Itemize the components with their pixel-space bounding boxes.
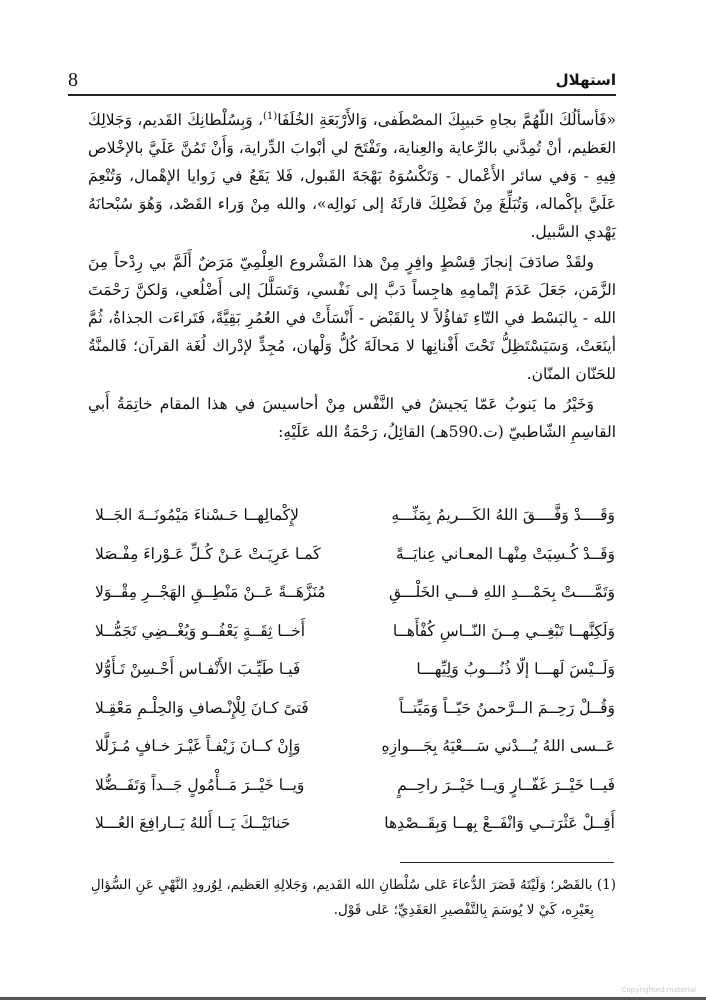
verse-second-hemistich: لإِكْمالِهــا حَـسْناءَ مَيْمُونَــةَ الجَــلا xyxy=(95,506,300,525)
verse-second-hemistich: كَمـا عَرِيَـتْ عَـنْ كُـلِّ عَـوْراءَ مِفْـصَلا xyxy=(95,544,321,563)
paragraph-text: ، وَبِسُلْطانِكَ القَديم، وَجَلالِكَ العَظيم، أنْ تُمِدَّني بالرِّعاية والعِناية، وتَفْتَحَ لي أبْوابَ الدِّراية، وَأَنْ تَمُنَّ عَلَيَّ بالإخْلاص فِيهِ - وَفي سائر الأَعْمال - وَتَكْسُوَهُ بَهْجَةَ القَبول، فَلا يَقَعُ في زَوايا الإهْمال، وَتُنْعِمَ عَلَيَّ بإكْماله، وَتُبَلِّغَ مِنْ فَضْلِكَ قارئَهُ إلى نَوالِه»، والله مِنْ وَراء القَصْد، وَهُوَ سُبْحانَهُ يَهْدي السَّبيل. xyxy=(88,111,616,242)
verse-first-hemistich: وَلَكِنَّهــا تَبْغِــي مِــنَ النّــاسِ كُفْأَهــا xyxy=(392,621,615,640)
verse-first-hemistich: وَتَمَّــــتْ بِحَمْـــدِ اللهِ فـــي الخَلْـــقِ xyxy=(388,583,615,602)
poem-verse xyxy=(95,612,615,651)
poem xyxy=(95,496,615,843)
page-number: 8 xyxy=(68,68,78,91)
copyright-watermark: Copyrighted material xyxy=(621,986,696,994)
poem-verse xyxy=(95,573,615,612)
page-header xyxy=(68,66,616,96)
footnote-separator xyxy=(400,862,614,863)
footnote-item xyxy=(88,873,616,898)
poem-verse xyxy=(95,804,615,843)
footnote-text: بالقَصْر؛ وَلَيْتَهُ قَصَرَ الدُّعاءَ عَلى سُلْطانِ الله القَديم، وَجَلالِهِ العَظيم، لِوُرودِ النَّهْيِ عَنِ السُّؤالِ xyxy=(90,877,593,893)
poem-verse xyxy=(95,689,615,728)
verse-second-hemistich: وَيــا خَيْــرَ مَــأْمُولٍ جَــداً وَتَفَــضُّلا xyxy=(95,775,305,794)
poem-verse xyxy=(95,650,615,689)
poem-verse xyxy=(95,727,615,766)
verse-first-hemistich: أَقِــلْ عَثْرَتــي وَانْفَــعْ بِهــا وَبِقَــصْدِها xyxy=(384,814,615,833)
verse-second-hemistich: وَإِنْ كــانَ زَيْفـاً غَيْـرَ خـافٍ مُـزَلَّلا xyxy=(95,737,301,756)
verse-first-hemistich: وَقُــلْ رَحِــمَ الــرَّحمنُ حَيّــاً وَمَيِّتــاً xyxy=(399,698,615,717)
paragraph-poem-intro: وَخَيْرُ ما يَنوبُ عَمّا يَجيشُ في النَّفْس مِنْ أحاسيسَ في هذا المقام خاتِمَةُ أَبي القاسِمِ الشّاطبيّ (ت.590هـ) القائِلُ، رَحْمَةُ الله عَلَيْهِ: xyxy=(88,395,616,442)
poem-verse xyxy=(95,766,615,805)
verse-second-hemistich: مُنَزَّهَــةً عَــنْ مَنْطِــقِ الهَجْــرِ مِقْــوَلا xyxy=(95,583,326,602)
footnotes xyxy=(88,873,616,923)
footnote-marker: (1) xyxy=(596,877,616,893)
verse-first-hemistich: عَــسى اللهُ يُـــدْني سَـــعْيَهُ بِجَـــوازِهِ xyxy=(381,737,615,756)
running-title: استهلال xyxy=(555,71,616,89)
footnote-continuation: بِغَيْرِه، كَيْ لا يُوسَمَ بِالتَّفْصيرِ العَقَدِيِّ؛ عَلى قَوْل. xyxy=(333,902,594,918)
paragraph-illness: ولقَدْ صادَفَ إنجازَ قِسْطٍ وافِرٍ مِنْ هذا المَشْروع العِلْمِيّ مَرَضٌ أَلَمَّ بي رِدْحاً مِنَ الزَّمَن، جَعَلَ عَدَمَ إتْمامِهِ هاجِساً دَبَّ إلى نَفْسي، وَتَسَلَّلَ إلى أَضْلُعي، وَلكنَّ رَحْمَتَ الله - بِالبَسْط في التّاءِ تَفاؤُلاً لا بِالقَبْض - أَنْسَأَتْ في العُمُرِ بَقِيَّةً، فَتَراءَت الجذاةُ، ثُمَّ أينَعَتْ، وَسَيَسْتَظِلُّ تَحْتَ أَفْنانِها لا مَحالَةَ كُلُّ وَلْهان، مُجِدٍّ لإدْراك لُغَة القرآن؛ فَالمنَّةُ للحَنّان المنّان. xyxy=(88,253,616,384)
poem-verse xyxy=(95,496,615,535)
verse-second-hemistich: أَخــا ثِقَــةٍ يَعْفُــو وَيُغْــضِي تَجَمُّــلا xyxy=(95,621,305,640)
footnote-reference[interactable]: (1) xyxy=(263,111,278,122)
verse-first-hemistich: وَلَــيْسَ لَهـــا إلّا ذُنُـــوبُ وَلِيِّهـــا xyxy=(416,660,615,679)
poem-verse xyxy=(95,535,615,574)
verse-second-hemistich: فَتىً كـانَ لِلْإِنْـصافِ وَالحِلْـمِ مَعْقِـلا xyxy=(95,698,309,717)
verse-first-hemistich: وَقَــدْ كُـسِيَتْ مِنْهـا المعـاني عِنايَــةً xyxy=(395,544,615,563)
paragraph-invocation xyxy=(88,103,616,246)
verse-first-hemistich: وَقَــــدْ وَفَّــــقَ اللهُ الكَـــريمُ بِمَنِّـــهِ xyxy=(391,506,615,525)
body-text xyxy=(88,103,616,448)
paragraph-text: «فَأسألُكَ اللّهُمَّ بجاهِ حَبيبِكَ المصْطَفى، وَالأَرْبَعَةِ الخُلَفَا xyxy=(277,111,616,130)
verse-second-hemistich: فَيـا طَيِّـبَ الأَنْفـاس أَحْـسِنْ تَـأَوُّلا xyxy=(95,660,301,679)
verse-second-hemistich: حَنانَيْــكَ يَــا أَللهُ يَــارافِعَ العُـــلا xyxy=(95,814,291,833)
verse-first-hemistich: فَيــا خَيْــرَ غَفّــارٍ وَيــا خَيْــرَ راحِــمٍ xyxy=(397,775,615,794)
